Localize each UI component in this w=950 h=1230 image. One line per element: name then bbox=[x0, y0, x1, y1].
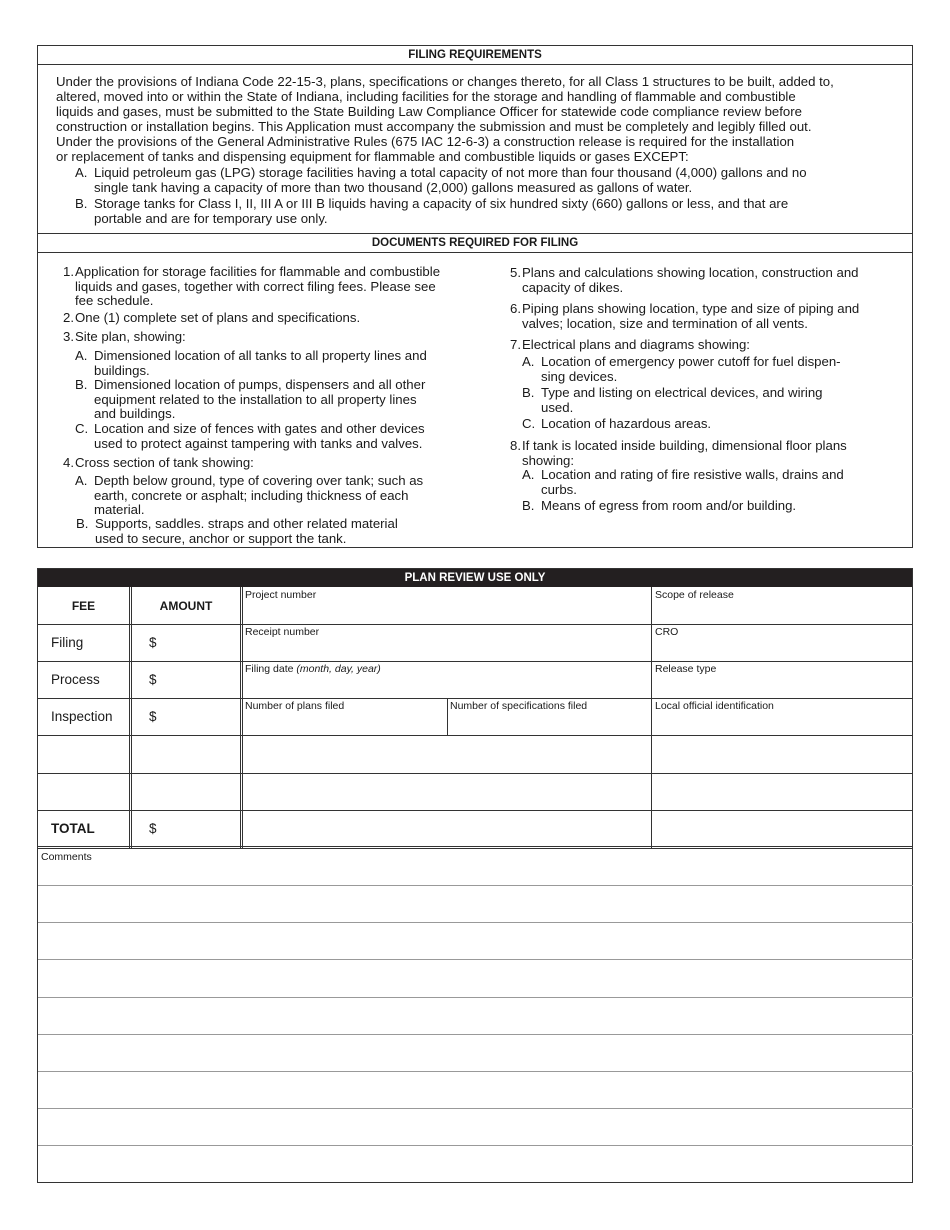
document-item: 8. If tank is located inside building, dimensional floor plans showing: bbox=[510, 438, 847, 468]
document-item: 2. One (1) complete set of plans and specifications. bbox=[63, 310, 361, 325]
grid-line bbox=[38, 661, 913, 662]
specifications-filed-field[interactable]: Number of specifications filed bbox=[450, 700, 588, 712]
document-sub-item: B. Means of egress from room and/or building. bbox=[522, 498, 797, 513]
inspection-amount-field[interactable]: $ bbox=[149, 709, 157, 724]
filing-requirements-box bbox=[37, 45, 913, 548]
local-official-field[interactable]: Local official identification bbox=[655, 700, 774, 712]
comment-line[interactable] bbox=[38, 885, 913, 886]
amount-header: AMOUNT bbox=[159, 599, 213, 613]
grid-line bbox=[38, 735, 913, 736]
grid-line bbox=[651, 587, 652, 848]
document-item: 6. Piping plans showing location, type and size of piping and valves; location, size and termination of all vents. bbox=[510, 301, 860, 331]
exception-item: B. Storage tanks for Class I, II, III A or III B liquids having a capacity of six hundred sixty (660) gallons or less, and that are portable and are for temporary use only. bbox=[75, 196, 789, 226]
comments-label: Comments bbox=[41, 851, 92, 863]
receipt-number-field[interactable]: Receipt number bbox=[245, 626, 320, 638]
fee-process-label: Process bbox=[51, 672, 100, 687]
grid-line bbox=[38, 810, 913, 811]
grid-line bbox=[38, 846, 913, 849]
project-number-field[interactable]: Project number bbox=[245, 589, 317, 601]
grid-line bbox=[38, 624, 913, 625]
comment-line[interactable] bbox=[38, 1071, 913, 1072]
comment-line[interactable] bbox=[38, 1145, 913, 1146]
fee-inspection-label: Inspection bbox=[51, 709, 113, 724]
plans-filed-field[interactable]: Number of plans filed bbox=[245, 700, 345, 712]
document-sub-item: B. Type and listing on electrical devices, and wiring used. bbox=[522, 385, 823, 415]
comment-line[interactable] bbox=[38, 997, 913, 998]
comment-line[interactable] bbox=[38, 1108, 913, 1109]
documents-required-title: DOCUMENTS REQUIRED FOR FILING bbox=[38, 233, 912, 253]
grid-line bbox=[38, 698, 913, 699]
document-sub-item: A. Dimensioned location of all tanks to all property lines and buildings. bbox=[75, 348, 427, 378]
document-item: 5. Plans and calculations showing location, construction and capacity of dikes. bbox=[510, 265, 859, 295]
filing-date-field[interactable]: Filing date (month, day, year) bbox=[245, 663, 381, 675]
comment-line[interactable] bbox=[38, 922, 913, 923]
document-item: 7. Electrical plans and diagrams showing: bbox=[510, 337, 750, 352]
document-item: 4. Cross section of tank showing: bbox=[63, 455, 254, 470]
total-label: TOTAL bbox=[51, 821, 95, 836]
fee-header: FEE bbox=[71, 599, 96, 613]
filing-amount-field[interactable]: $ bbox=[149, 635, 157, 650]
document-sub-item: B. Supports, saddles. straps and other related material used to secure, anchor or support the tank. bbox=[76, 516, 398, 546]
plan-review-title: PLAN REVIEW USE ONLY bbox=[38, 569, 912, 587]
comment-line[interactable] bbox=[38, 959, 913, 960]
grid-line bbox=[129, 587, 132, 848]
comment-line[interactable] bbox=[38, 1034, 913, 1035]
filing-requirements-title: FILING REQUIREMENTS bbox=[38, 46, 912, 65]
indiana-code-paragraph: Under the provisions of Indiana Code 22-15-3, plans, specifications or changes thereto, for all Class 1 structures to be built, added to, altered, moved into or within the State of Indiana, including facilities for the storage and handling of flammable and combustible liquids and gases, must be submitted to the State Building Law Compliance Officer for statewide code compliance review before construction or installation begins. This Application must accompany the submission and must be completely and legibly filled out. bbox=[56, 74, 834, 134]
release-type-field[interactable]: Release type bbox=[655, 663, 717, 675]
grid-line bbox=[240, 587, 243, 848]
document-sub-item: A. Location and rating of fire resistive walls, drains and curbs. bbox=[522, 467, 844, 497]
grid-line bbox=[38, 773, 913, 774]
plan-review-box bbox=[37, 568, 913, 1183]
process-amount-field[interactable]: $ bbox=[149, 672, 157, 687]
cro-field[interactable]: CRO bbox=[655, 626, 679, 638]
total-amount-field[interactable]: $ bbox=[149, 821, 157, 836]
administrative-rules-paragraph: Under the provisions of the General Administrative Rules (675 IAC 12-6-3) a construction release is required for the installation or replacement of tanks and dispensing equipment for flammable and combustible liquids or gases EXCEPT: bbox=[56, 134, 795, 164]
document-sub-item: C. Location of hazardous areas. bbox=[522, 416, 712, 431]
document-sub-item: A. Depth below ground, type of covering over tank; such as earth, concrete or asphalt; including thickness of each material. bbox=[75, 473, 424, 517]
fee-filing-label: Filing bbox=[51, 635, 84, 650]
scope-of-release-field[interactable]: Scope of release bbox=[655, 589, 734, 601]
exception-item: A. Liquid petroleum gas (LPG) storage facilities having a total capacity of not more than four thousand (4,000) gallons and no single tank having a capacity of more than two thousand (2,000) gallons measured as gallons of water. bbox=[75, 165, 807, 195]
document-item: 1. Application for storage facilities for flammable and combustible liquids and gases, together with correct filing fees. Please see fee schedule. bbox=[63, 264, 441, 308]
document-item: 3. Site plan, showing: bbox=[63, 329, 186, 344]
document-sub-item: C. Location and size of fences with gates and other devices used to protect against tampering with tanks and valves. bbox=[75, 421, 425, 451]
grid-line bbox=[447, 698, 448, 735]
document-sub-item: A. Location of emergency power cutoff for fuel dispen- sing devices. bbox=[522, 354, 841, 384]
document-sub-item: B. Dimensioned location of pumps, dispensers and all other equipment related to the installation to all property lines and buildings. bbox=[75, 377, 426, 421]
